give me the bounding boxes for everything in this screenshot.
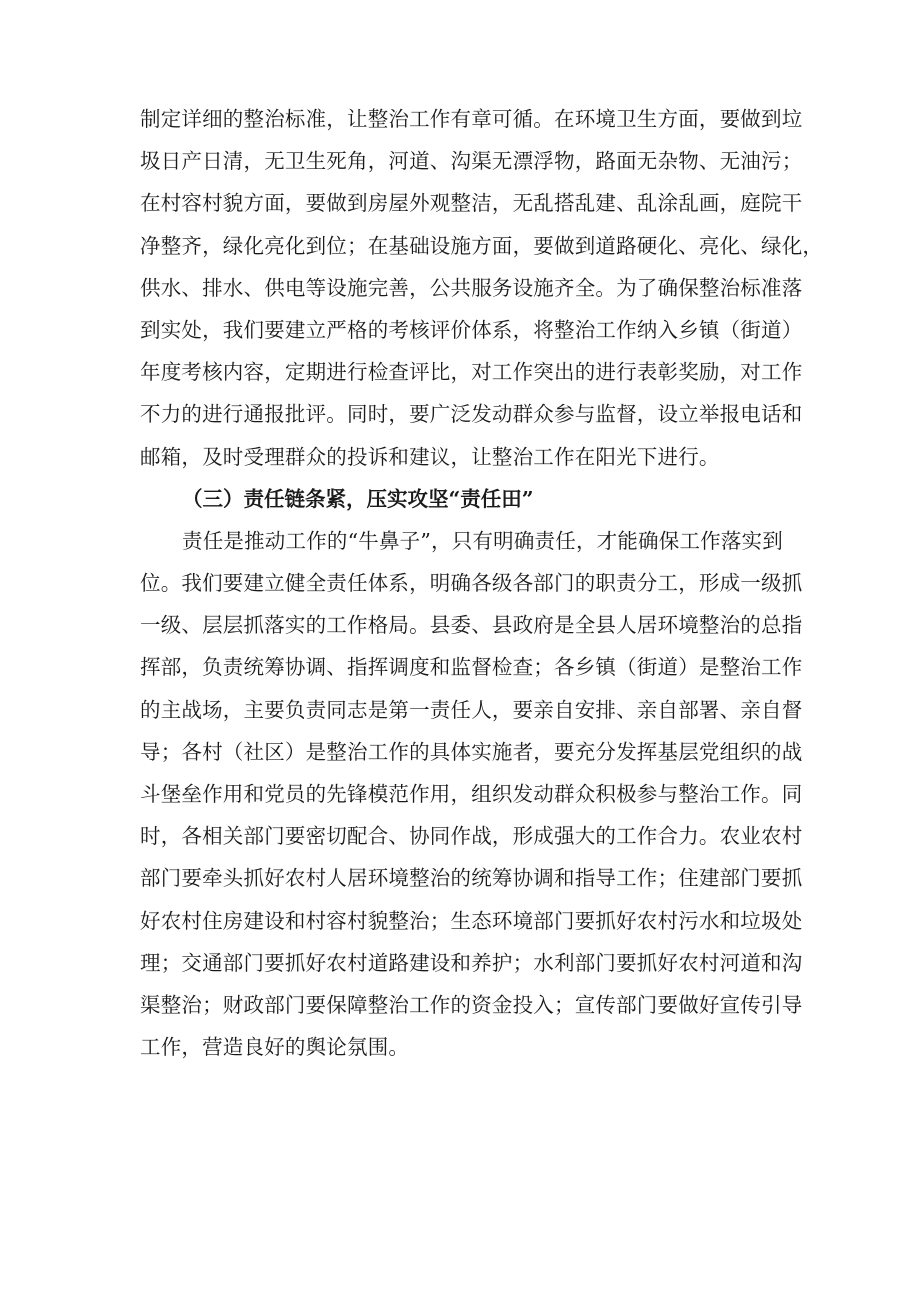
text-line: 的主战场，主要负责同志是第一责任人，要亲自安排、亲自部署、亲自督 bbox=[140, 697, 803, 722]
text-line: 不力的进行通报批评。同时，要广泛发动群众参与监督，设立举报电话和 bbox=[140, 402, 803, 427]
text-line: 到实处，我们要建立严格的考核评价体系，将整治工作纳入乡镇（街道） bbox=[140, 317, 803, 342]
paragraph-environment-standards bbox=[140, 98, 824, 478]
text-line: 部门要牵头抓好农村人居环境整治的统筹协调和指导工作；住建部门要抓 bbox=[140, 866, 803, 891]
text-line: 斗堡垒作用和党员的先锋模范作用，组织发动群众积极参与整治工作。同 bbox=[140, 782, 803, 806]
text-line: 一级、层层抓落实的工作格局。县委、县政府是全县人居环境整治的总指 bbox=[140, 613, 803, 638]
document-body bbox=[140, 98, 824, 1068]
text-line: 供水、排水、供电等设施完善，公共服务设施齐全。为了确保整治标准落 bbox=[140, 275, 803, 300]
text-line: 时，各相关部门要密切配合、协同作战，形成强大的工作合力。农业农村 bbox=[140, 824, 803, 849]
text-line: 在村容村貌方面，要做到房屋外观整洁，无乱搭乱建、乱涂乱画，庭院干 bbox=[140, 191, 803, 216]
text-line: 年度考核内容，定期进行检查评比，对工作突出的进行表彰奖励，对工作 bbox=[140, 360, 803, 385]
text-line: 位。我们要建立健全责任体系，明确各级各部门的职责分工，形成一级抓 bbox=[140, 571, 803, 596]
text-line: 制定详细的整治标准，让整治工作有章可循。在环境卫生方面，要做到垃 bbox=[140, 107, 803, 131]
paragraph-responsibility bbox=[140, 520, 803, 1068]
text-line: 净整齐，绿化亮化到位；在基础设施方面，要做到道路硬化、亮化、绿化， bbox=[140, 233, 824, 258]
text-line: 挥部，负责统筹协调、指挥调度和监督检查；各乡镇（街道）是整治工作 bbox=[140, 655, 803, 680]
text-line: 邮箱，及时受理群众的投诉和建议，让整治工作在阳光下进行。 bbox=[140, 444, 720, 469]
section-heading-3: （三）责任链条紧，压实攻坚“责任田” bbox=[182, 486, 534, 511]
text-line: 圾日产日清，无卫生死角，河道、沟渠无漂浮物，路面无杂物、无油污； bbox=[140, 149, 803, 174]
text-line: 渠整治；财政部门要保障整治工作的资金投入；宣传部门要做好宣传引导 bbox=[140, 992, 803, 1017]
text-line: 责任是推动工作的“牛鼻子”，只有明确责任，才能确保工作落实到 bbox=[182, 528, 783, 553]
text-line: 理；交通部门要抓好农村道路建设和养护；水利部门要抓好农村河道和沟 bbox=[140, 950, 803, 975]
text-line: 好农村住房建设和村容村貌整治；生态环境部门要抓好农村污水和垃圾处 bbox=[140, 908, 803, 933]
text-line: 工作，营造良好的舆论氛围。 bbox=[140, 1035, 410, 1060]
text-line: 导；各村（社区）是整治工作的具体实施者，要充分发挥基层党组织的战 bbox=[140, 739, 803, 764]
